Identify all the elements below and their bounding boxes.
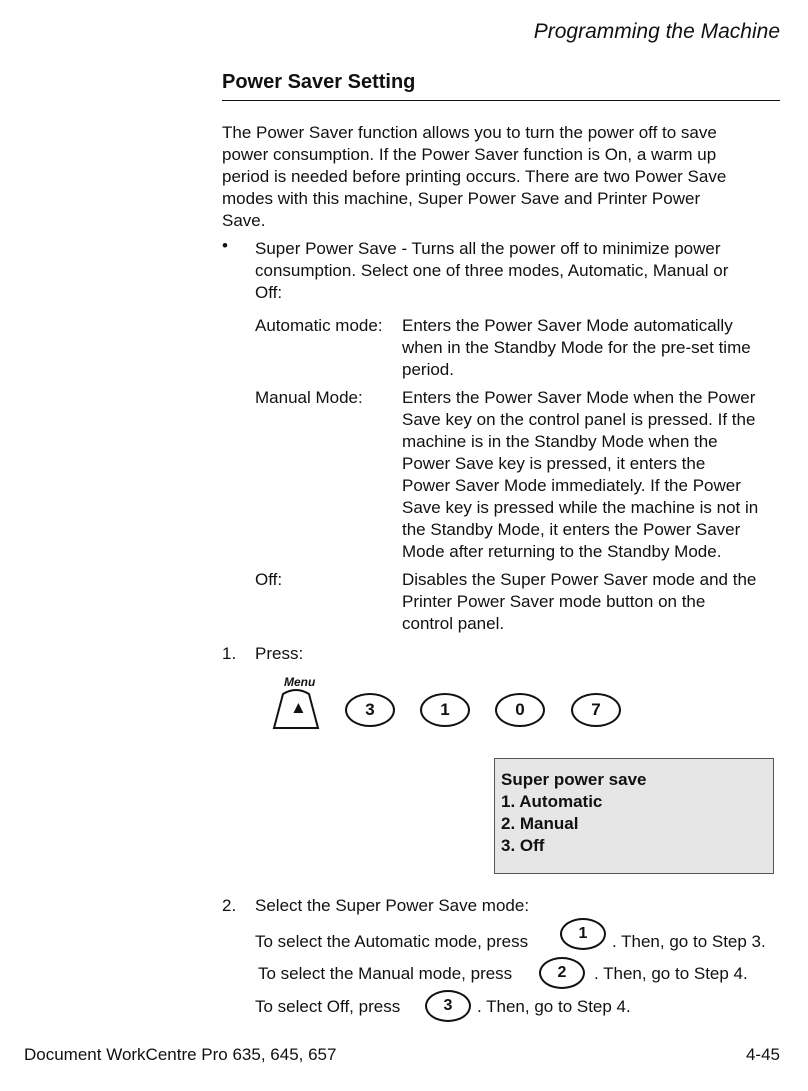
running-header: Programming the Machine	[533, 20, 780, 43]
intro-paragraph	[222, 122, 782, 232]
def-line: Enters the Power Saver Mode when the Power	[402, 388, 756, 407]
intro-line: modes with this machine, Super Power Save and Printer Power	[222, 189, 701, 208]
mode-def-off	[402, 569, 787, 635]
def-line: machine is in the Standby Mode when the	[402, 432, 718, 451]
def-line: Power Saver Mode immediately. If the Power	[402, 476, 741, 495]
lcd-line: 2. Manual	[501, 814, 579, 833]
def-line: Save key is pressed while the machine is not in	[402, 498, 759, 517]
option-manual-after: . Then, go to Step 4.	[594, 964, 748, 983]
intro-line: Save.	[222, 211, 266, 230]
menu-key-label: Menu	[284, 675, 316, 689]
mode-def-manual	[402, 387, 787, 563]
lcd-display	[494, 758, 774, 874]
keypad-7-button[interactable]: 7	[571, 693, 621, 727]
intro-line: The Power Saver function allows you to turn the power off to save	[222, 123, 717, 142]
intro-line: period is needed before printing occurs. There are two Power Save	[222, 167, 727, 186]
def-line: Power Save key is pressed, it enters the	[402, 454, 706, 473]
def-line: Disables the Super Power Saver mode and the	[402, 570, 757, 589]
title-rule	[222, 100, 780, 101]
page-number: 4-45	[745, 1045, 780, 1064]
section-title: Power Saver Setting	[222, 71, 416, 93]
def-line: the Standby Mode, it enters the Power Saver	[402, 520, 741, 539]
option-automatic-after: . Then, go to Step 3.	[612, 932, 766, 951]
mode-term-off: Off:	[255, 570, 283, 589]
step-2-number: 2.	[222, 896, 237, 915]
option-automatic-text: To select the Automatic mode, press	[255, 932, 529, 951]
option-manual-text: To select the Manual mode, press	[258, 964, 513, 983]
bullet-line: Super Power Save - Turns all the power off to minimize power	[255, 239, 721, 258]
lcd-line: 3. Off	[501, 836, 545, 855]
def-line: period.	[402, 360, 454, 379]
def-line: Printer Power Saver mode button on the	[402, 592, 706, 611]
bullet-line: Off:	[255, 283, 283, 302]
keypad-0-button[interactable]: 0	[495, 693, 545, 727]
menu-key-button[interactable]	[271, 688, 321, 728]
footer-product: Document WorkCentre Pro 635, 645, 657	[24, 1045, 337, 1064]
keypad-2-button[interactable]: 2	[539, 957, 585, 989]
mode-term-manual: Manual Mode:	[255, 388, 363, 407]
keypad-3-button[interactable]: 3	[425, 990, 471, 1022]
keypad-3-button[interactable]: 3	[345, 693, 395, 727]
bullet-text	[255, 238, 785, 304]
up-arrow-icon: ▲	[290, 698, 307, 717]
option-off-text: To select Off, press	[255, 997, 401, 1016]
mode-def-automatic	[402, 315, 787, 381]
def-line: control panel.	[402, 614, 505, 633]
mode-term-automatic: Automatic mode:	[255, 316, 383, 335]
bullet-icon: •	[222, 236, 228, 255]
bullet-line: consumption. Select one of three modes, Automatic, Manual or	[255, 261, 729, 280]
def-line: when in the Standby Mode for the pre-set time	[402, 338, 751, 357]
step-2-text: Select the Super Power Save mode:	[255, 896, 530, 915]
intro-line: power consumption. If the Power Saver function is On, a warm up	[222, 145, 717, 164]
step-1-number: 1.	[222, 644, 237, 663]
keypad-1-button[interactable]: 1	[560, 918, 606, 950]
lcd-line: Super power save	[501, 770, 647, 789]
option-off-after: . Then, go to Step 4.	[477, 997, 631, 1016]
keypad-1-button[interactable]: 1	[420, 693, 470, 727]
def-line: Enters the Power Saver Mode automatically	[402, 316, 733, 335]
def-line: Save key on the control panel is pressed. If the	[402, 410, 756, 429]
lcd-line: 1. Automatic	[501, 792, 603, 811]
def-line: Mode after returning to the Standby Mode.	[402, 542, 722, 561]
step-1-text: Press:	[255, 644, 304, 663]
